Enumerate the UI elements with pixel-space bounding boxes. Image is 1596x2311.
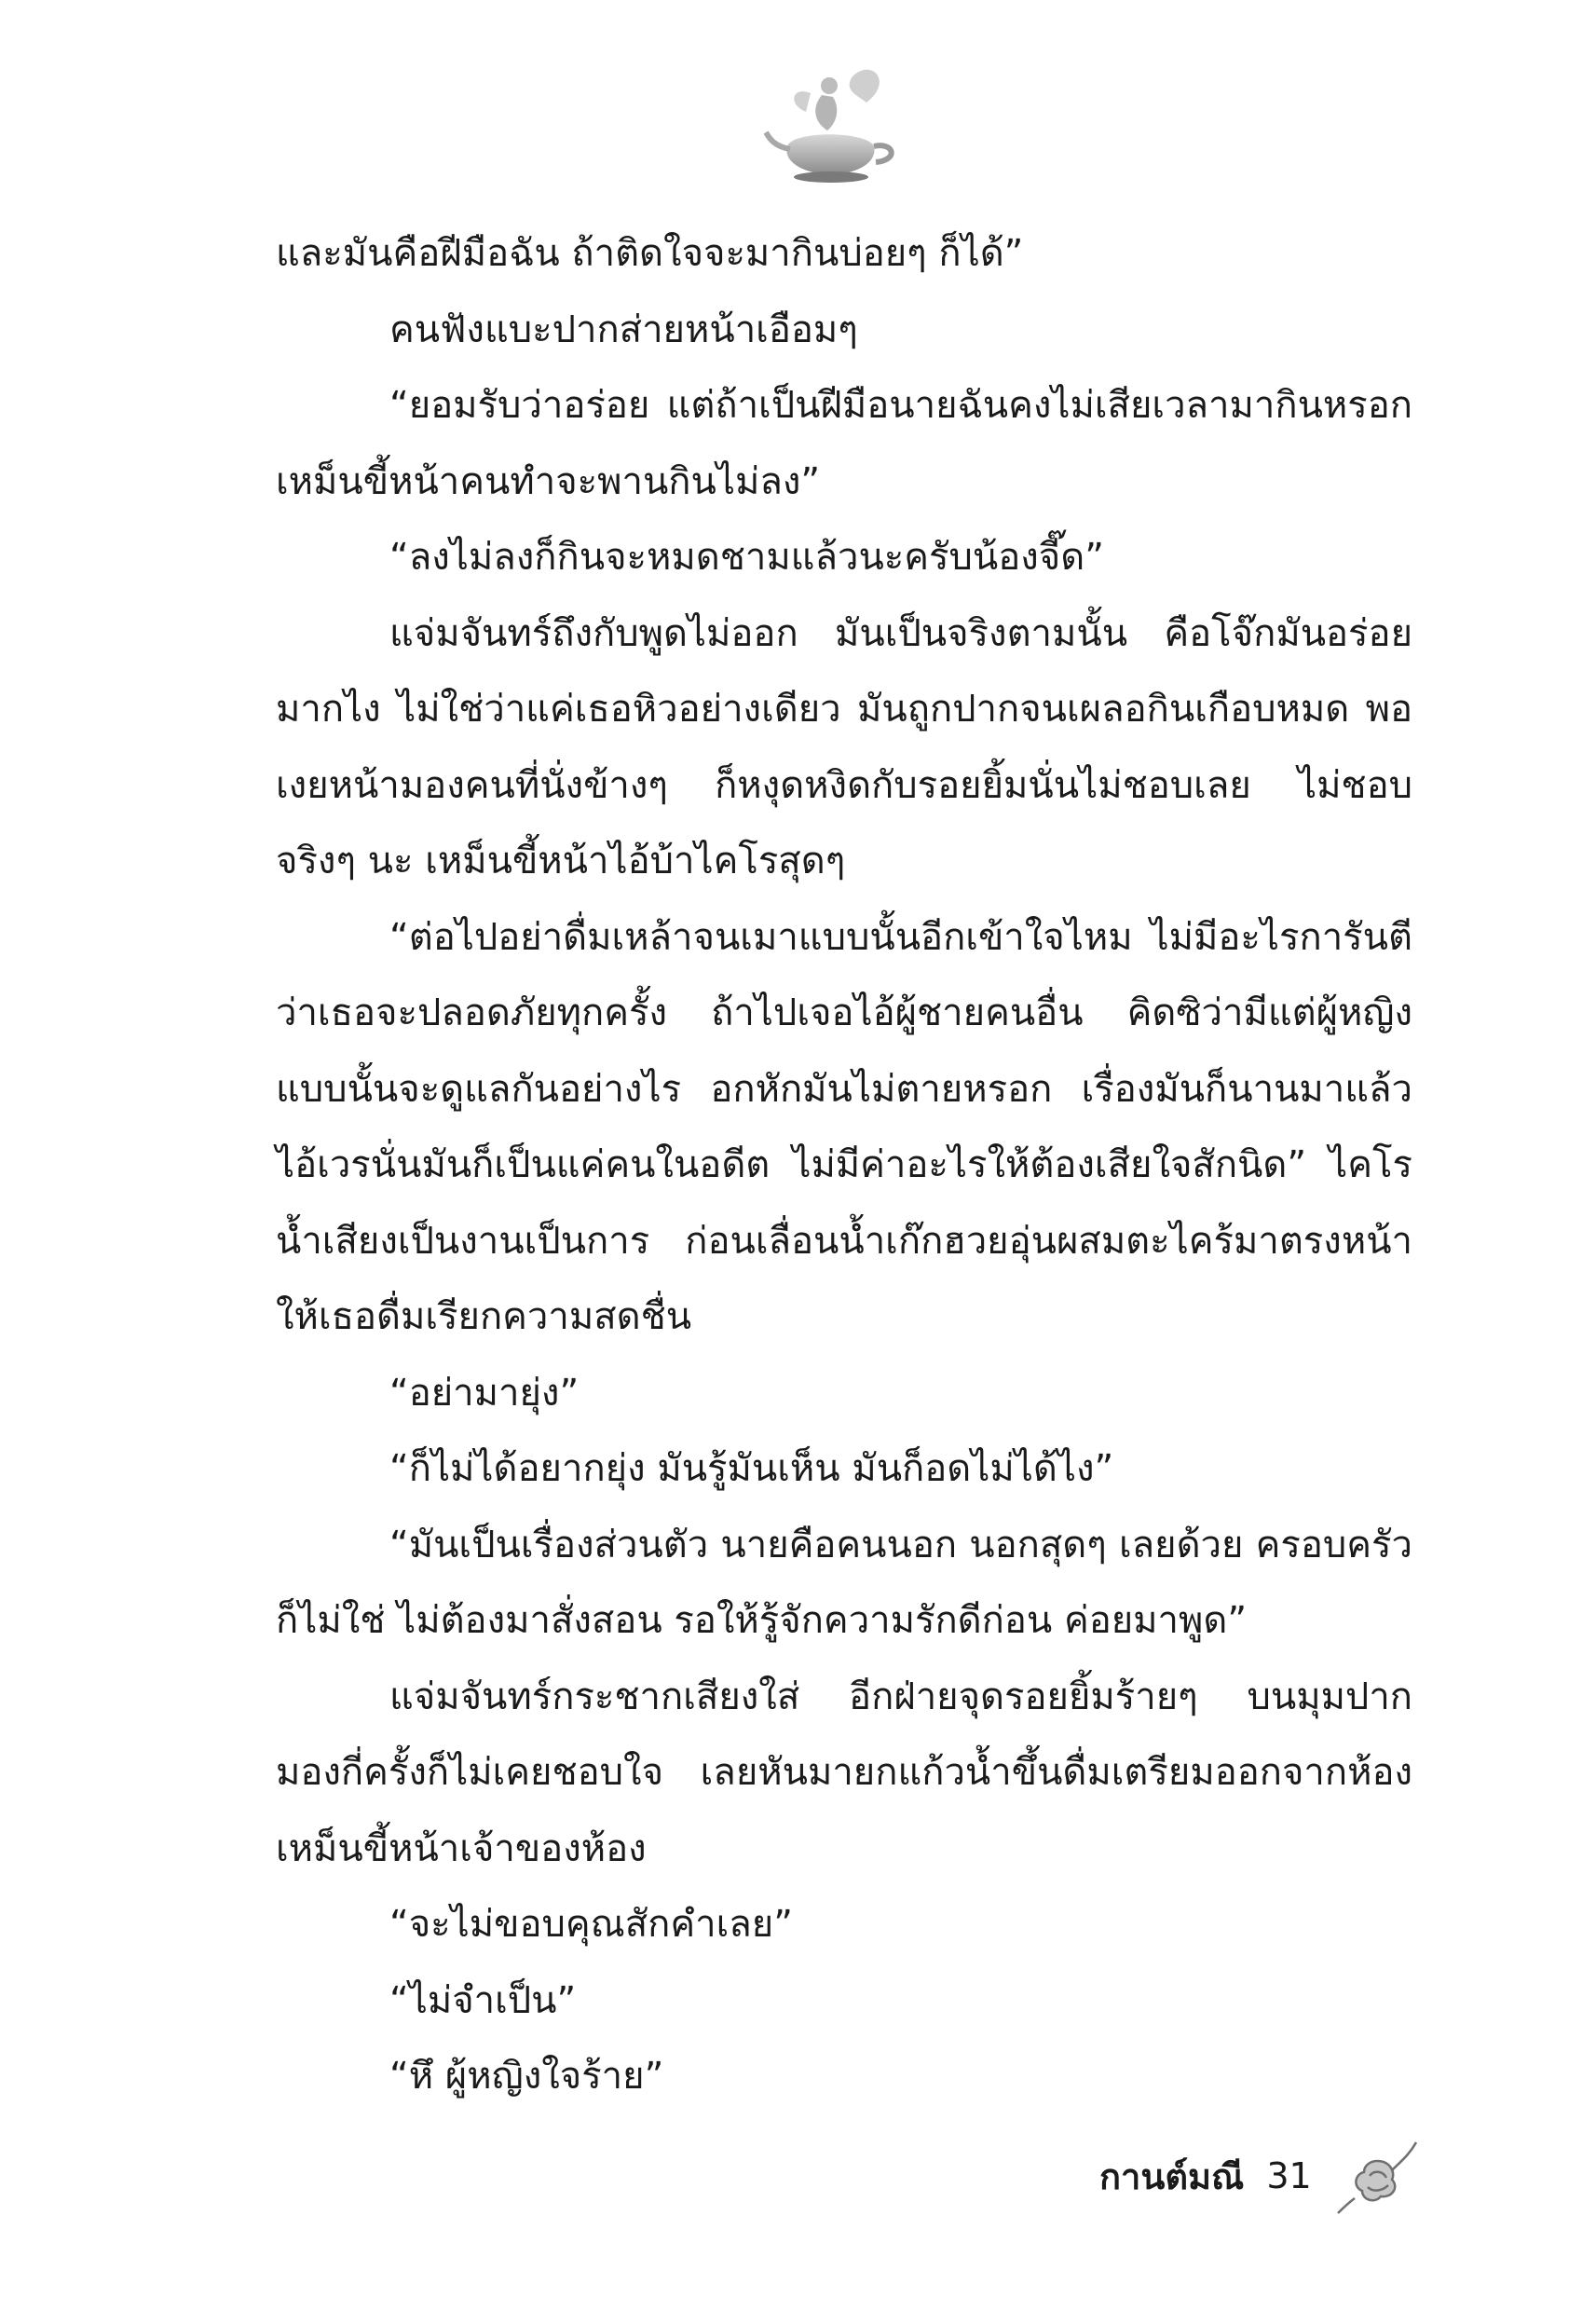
paragraph: “ลงไม่ลงก็กินจะหมดชามแล้วนะครับน้องจี๊ด”: [389, 536, 1104, 579]
paragraph: “หึ ผู้หญิงใจร้าย”: [389, 2055, 664, 2098]
paragraph: “จะไม่ขอบคุณสักคำเลย”: [389, 1903, 793, 1946]
paragraph: แจ่มจันทร์กระชากเสียงใส่ อีกฝ่ายจุดรอยยิ้มร้ายๆ บนมุมปาก มองกี่ครั้งก็ไม่เคยชอบใจ เลยหันมายกแก้วน้ำขึ้นดื่มเตรียมออกจากห้อง เหม็นขี้หน้าเจ้าของห้อง: [276, 1675, 1412, 1870]
paragraph: “มันเป็นเรื่องส่วนตัว นายคือคนนอก นอกสุดๆ เลยด้วย ครอบครัวก็ไม่ใช่ ไม่ต้องมาสั่งสอน รอให้รู้จักความรักดีก่อน ค่อยมาพูด”: [276, 1523, 1412, 1642]
cupid-teapot-icon: [764, 58, 904, 198]
body-text: [276, 216, 1412, 2115]
paragraph: “อย่ามายุ่ง”: [389, 1371, 580, 1415]
page-footer: [1099, 2134, 1453, 2218]
paragraph: แจ่มจันทร์ถึงกับพูดไม่ออก มันเป็นจริงตามนั้น คือโจ๊กมันอร่อยมากไง ไม่ใช่ว่าแค่เธอหิวอย่างเดียว มันถูกปากจนเผลอกินเกือบหมด พอเงยหน้ามองคนที่นั่งข้างๆ ก็หงุดหงิดกับรอยยิ้มนั่นไม่ชอบเลย ไม่ชอบจริงๆ นะ เหม็นขี้หน้าไอ้บ้าไคโรสุดๆ: [276, 611, 1412, 882]
paragraph: “ต่อไปอย่าดื่มเหล้าจนเมาแบบนั้นอีกเข้าใจไหม ไม่มีอะไรการันตีว่าเธอจะปลอดภัยทุกครั้ง ถ้าไปเจอไอ้ผู้ชายคนอื่น คิดซิว่ามีแต่ผู้หญิงแบบนั้นจะดูแลกันอย่างไร อกหักมันไม่ตายหรอก เรื่องมันก็นานมาแล้ว ไอ้เวรนั่นมันก็เป็นแค่คนในอดีต ไม่มีค่าอะไรให้ต้องเสียใจสักนิด” ไคโรน้ำเสียงเป็นงานเป็นการ ก่อนเลื่อนน้ำเก๊กฮวยอุ่นผสมตะไคร้มาตรงหน้าให้เธอดื่มเรียกความสดชื่น: [276, 915, 1412, 1338]
author-name: กานต์มณี: [1099, 2155, 1245, 2197]
rose-icon: [1334, 2133, 1420, 2219]
paragraph: คนฟังแบะปากส่ายหน้าเอือมๆ: [389, 308, 858, 351]
paragraph: “ก็ไม่ได้อยากยุ่ง มันรู้มันเห็น มันก็อดไม่ได้ไง”: [389, 1447, 1114, 1490]
paragraph: “ไม่จำเป็น”: [389, 1978, 577, 2022]
paragraph: และมันคือฝีมือฉัน ถ้าติดใจจะมากินบ่อยๆ ก็ได้”: [276, 232, 1024, 275]
paragraph: “ยอมรับว่าอร่อย แต่ถ้าเป็นฝีมือนายฉันคงไม่เสียเวลามากินหรอก เหม็นขี้หน้าคนทำจะพานกินไม่ลง”: [276, 384, 1412, 503]
page-number: 31: [1266, 2155, 1312, 2196]
